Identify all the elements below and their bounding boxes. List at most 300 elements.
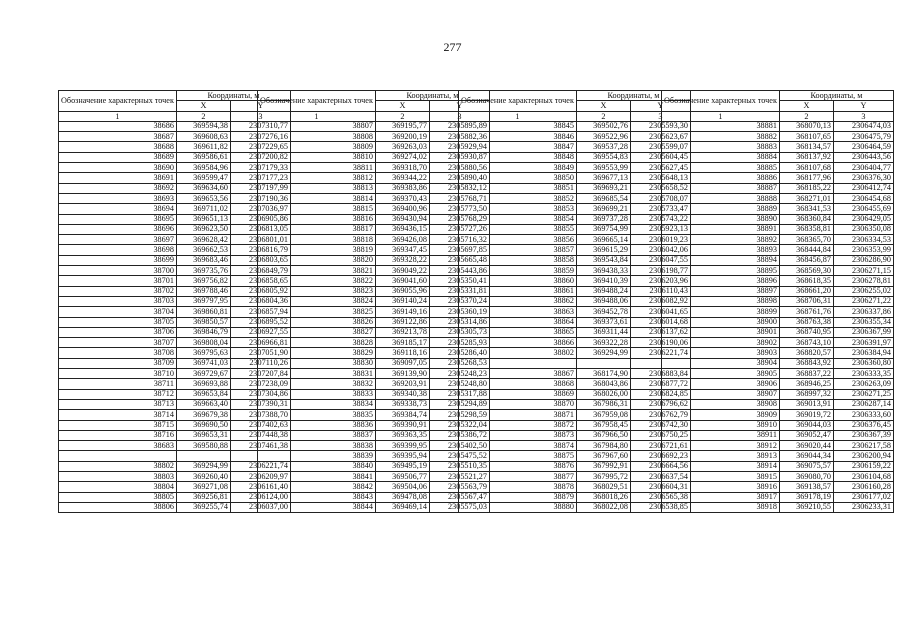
point-id: 38843: [258, 492, 376, 502]
point-id: 38861: [459, 286, 577, 296]
y-value: 2305510,35: [429, 461, 489, 471]
x-value: 369044,03: [779, 420, 833, 430]
y-value: 2305305,73: [429, 327, 489, 337]
x-value: 369452,78: [576, 307, 630, 317]
table-row: [459, 183, 691, 193]
x-value: 369495,19: [375, 461, 429, 471]
x-value: 369052,47: [779, 430, 833, 440]
x-value: 369543,84: [576, 255, 630, 265]
x-value: 368761,76: [779, 307, 833, 317]
y-value: 2306895,52: [230, 317, 290, 327]
x-value: 368177,96: [779, 173, 833, 183]
table-row: [59, 173, 291, 183]
point-id: 38812: [258, 173, 376, 183]
y-value: 2305331,81: [429, 286, 489, 296]
point-id: 38687: [59, 132, 177, 142]
x-value: 369611,82: [176, 142, 230, 152]
column-number: 3: [630, 111, 690, 121]
x-value: 369274,02: [375, 152, 429, 162]
table-row: [459, 451, 691, 461]
y-value: 2306037,00: [230, 502, 290, 512]
x-value: 369256,81: [176, 492, 230, 502]
table-row: [258, 173, 490, 183]
y-value: 2306286,90: [833, 255, 893, 265]
point-id: 38873: [459, 430, 577, 440]
point-id: 38706: [59, 327, 177, 337]
table-row: [59, 389, 291, 399]
y-value: 2306905,86: [230, 214, 290, 224]
point-id: 38900: [662, 317, 780, 327]
table-row: [258, 245, 490, 255]
x-value: 369677,13: [576, 173, 630, 183]
y-header: Y: [630, 101, 690, 111]
table-row: [662, 441, 894, 451]
y-value: 2306161,40: [230, 482, 290, 492]
point-id: 38711: [59, 379, 177, 389]
table-row: [59, 451, 291, 461]
point-id: 38696: [59, 224, 177, 234]
y-value: 2306271,15: [833, 266, 893, 276]
table-row: [59, 152, 291, 162]
y-value: 2306014,68: [630, 317, 690, 327]
point-id: 38877: [459, 471, 577, 481]
table-row: [459, 276, 691, 286]
table-row: [59, 461, 291, 471]
table-row: [59, 193, 291, 203]
table-row: [459, 296, 691, 306]
table-row: [662, 286, 894, 296]
y-value: 2307190,36: [230, 193, 290, 203]
x-value: 369363,35: [375, 430, 429, 440]
point-id: 38901: [662, 327, 780, 337]
designation-header: Обозначение характерных точек: [59, 91, 177, 112]
table-row: [459, 214, 691, 224]
y-value: 2305370,24: [429, 296, 489, 306]
point-id: 38892: [662, 235, 780, 245]
y-value: 2306041,65: [630, 307, 690, 317]
y-value: 2306966,81: [230, 338, 290, 348]
table-row: [662, 379, 894, 389]
y-value: 2306255,02: [833, 286, 893, 296]
table-row: [59, 255, 291, 265]
y-value: 2306271,25: [833, 389, 893, 399]
x-value: 368569,30: [779, 266, 833, 276]
point-id: 38881: [662, 121, 780, 131]
y-value: 2306762,79: [630, 410, 690, 420]
table-row: [459, 358, 691, 368]
table-row: [258, 338, 490, 348]
y-value: 2307390,31: [230, 399, 290, 409]
point-id: 38880: [459, 502, 577, 512]
x-value: 368018,26: [576, 492, 630, 502]
table-row: [59, 214, 291, 224]
table-row: [59, 399, 291, 409]
table-row: [59, 492, 291, 502]
table-row: [258, 482, 490, 492]
y-value: 2306692,23: [630, 451, 690, 461]
y-value: 2306082,92: [630, 296, 690, 306]
y-value: 2307197,99: [230, 183, 290, 193]
x-value: 369271,08: [176, 482, 230, 492]
y-value: 2305658,52: [630, 183, 690, 193]
table-row: [258, 204, 490, 214]
table-row: [258, 214, 490, 224]
table-row: [662, 132, 894, 142]
y-value: 2306858,65: [230, 276, 290, 286]
point-id: 38863: [459, 307, 577, 317]
table-row: [59, 266, 291, 276]
table-row: [258, 121, 490, 131]
y-value: 2306198,77: [630, 266, 690, 276]
x-value: 367966,50: [576, 430, 630, 440]
point-id: 38851: [459, 183, 577, 193]
x-value: 368134,57: [779, 142, 833, 152]
x-value: 368820,57: [779, 348, 833, 358]
x-value: 369665,14: [576, 235, 630, 245]
point-id: 38844: [258, 502, 376, 512]
point-id: 38803: [59, 471, 177, 481]
x-value: 369860,81: [176, 307, 230, 317]
table-row: [258, 183, 490, 193]
y-value: 2306927,55: [230, 327, 290, 337]
table-row: [258, 317, 490, 327]
table-row: [258, 193, 490, 203]
x-value: 368026,00: [576, 389, 630, 399]
point-id: 38699: [59, 255, 177, 265]
point-id: 38705: [59, 317, 177, 327]
column-number: 1: [459, 111, 577, 121]
x-value: 368174,90: [576, 369, 630, 379]
point-id: 38888: [662, 193, 780, 203]
y-value: 2307229,65: [230, 142, 290, 152]
x-value: 369850,57: [176, 317, 230, 327]
x-value: 369653,56: [176, 193, 230, 203]
x-value: 368997,32: [779, 389, 833, 399]
y-value: 2306412,74: [833, 183, 893, 193]
x-value: 367992,91: [576, 461, 630, 471]
x-value: 369756,82: [176, 276, 230, 286]
table-row: [59, 245, 291, 255]
y-value: 2306355,34: [833, 317, 893, 327]
table-row: [59, 286, 291, 296]
point-id: 38802: [459, 348, 577, 358]
table-row: [258, 358, 490, 368]
header-row: [459, 91, 691, 101]
point-id: 38814: [258, 193, 376, 203]
table-row: [662, 255, 894, 265]
x-value: 369328,22: [375, 255, 429, 265]
point-id: 38870: [459, 399, 577, 409]
table-row: [662, 327, 894, 337]
x-value: 368444,84: [779, 245, 833, 255]
y-value: 2307036,97: [230, 204, 290, 214]
point-id: 38821: [258, 266, 376, 276]
point-id: 38694: [59, 204, 177, 214]
y-value: 2306849,79: [230, 266, 290, 276]
point-id: 38823: [258, 286, 376, 296]
point-id: 38912: [662, 441, 780, 451]
column-number: 1: [59, 111, 177, 121]
y-value: 2306333,60: [833, 410, 893, 420]
x-value: 369140,24: [375, 296, 429, 306]
x-value: 369797,95: [176, 296, 230, 306]
point-id: 38816: [258, 214, 376, 224]
table-row: [258, 152, 490, 162]
point-id: 38701: [59, 276, 177, 286]
y-value: 2305563,79: [429, 482, 489, 492]
y-value: 2306160,28: [833, 482, 893, 492]
point-id: 38820: [258, 255, 376, 265]
y-value: 2306464,59: [833, 142, 893, 152]
point-id: 38825: [258, 307, 376, 317]
point-id: 38898: [662, 296, 780, 306]
y-value: 2307110,26: [230, 358, 290, 368]
table-row: [59, 307, 291, 317]
y-value: 2305317,88: [429, 389, 489, 399]
table-row: [662, 358, 894, 368]
point-id: 38824: [258, 296, 376, 306]
table-row: [459, 286, 691, 296]
x-value: 369080,70: [779, 471, 833, 481]
x-value: 369662,53: [176, 245, 230, 255]
y-value: 2305360,19: [429, 307, 489, 317]
x-value: 369294,99: [576, 348, 630, 358]
x-value: 369469,14: [375, 502, 429, 512]
x-value: 368365,70: [779, 235, 833, 245]
x-value: 369383,86: [375, 183, 429, 193]
coordinates-header: Координаты, м: [576, 91, 690, 101]
y-value: 2306455,69: [833, 204, 893, 214]
y-value: 2305268,53: [429, 358, 489, 368]
table-row: [459, 307, 691, 317]
table-row: [662, 266, 894, 276]
table-row: [459, 492, 691, 502]
point-id: 38918: [662, 502, 780, 512]
table-row: [258, 255, 490, 265]
x-value: [576, 358, 630, 368]
x-value: 369711,02: [176, 204, 230, 214]
point-id: 38894: [662, 255, 780, 265]
point-id: 38849: [459, 163, 577, 173]
x-value: [176, 451, 230, 461]
point-id: 38827: [258, 327, 376, 337]
x-value: 368271,01: [779, 193, 833, 203]
y-value: 2307207,84: [230, 369, 290, 379]
point-id: 38883: [662, 142, 780, 152]
y-value: 2305627,45: [630, 163, 690, 173]
x-value: 369347,45: [375, 245, 429, 255]
y-value: 2305882,36: [429, 132, 489, 142]
table-row: [459, 348, 691, 358]
y-value: 2306857,94: [230, 307, 290, 317]
coordinates-table-1: [58, 90, 291, 513]
table-row: [258, 461, 490, 471]
table-row: [59, 369, 291, 379]
x-value: 369436,15: [375, 224, 429, 234]
y-value: 2306333,35: [833, 369, 893, 379]
x-value: 369294,99: [176, 461, 230, 471]
table-row: [59, 327, 291, 337]
table-row: [258, 389, 490, 399]
x-value: 369019,72: [779, 410, 833, 420]
y-value: 2306801,01: [230, 235, 290, 245]
y-value: 2306376,30: [833, 173, 893, 183]
x-value: 369200,19: [375, 132, 429, 142]
table-row: [59, 317, 291, 327]
y-value: 2306019,23: [630, 235, 690, 245]
x-value: 368185,22: [779, 183, 833, 193]
y-value: 2306721,61: [630, 441, 690, 451]
x-value: 369522,96: [576, 132, 630, 142]
x-value: 367986,31: [576, 399, 630, 409]
x-value: 369488,24: [576, 286, 630, 296]
y-value: 2306367,99: [833, 327, 893, 337]
point-id: 38690: [59, 163, 177, 173]
table-row: [662, 235, 894, 245]
point-id: 38899: [662, 307, 780, 317]
x-value: 369679,38: [176, 410, 230, 420]
column-number-row: [459, 111, 691, 121]
point-id: 38916: [662, 482, 780, 492]
y-value: 2305890,40: [429, 173, 489, 183]
x-value: 368837,22: [779, 369, 833, 379]
point-id: 38833: [258, 389, 376, 399]
table-row: [59, 338, 291, 348]
point-id: 38905: [662, 369, 780, 379]
point-id: 38691: [59, 173, 177, 183]
x-value: 369586,61: [176, 152, 230, 162]
y-value: 2306137,62: [630, 327, 690, 337]
point-id: 38860: [459, 276, 577, 286]
y-value: 2307179,33: [230, 163, 290, 173]
x-value: 369846,79: [176, 327, 230, 337]
point-id: 38915: [662, 471, 780, 481]
point-id: 38804: [59, 482, 177, 492]
table-row: [258, 420, 490, 430]
y-value: 2305923,13: [630, 224, 690, 234]
point-id: 38834: [258, 399, 376, 409]
x-value: 369504,06: [375, 482, 429, 492]
table-row: [258, 276, 490, 286]
point-id: 38698: [59, 245, 177, 255]
y-value: 2306404,77: [833, 163, 893, 173]
y-value: 2307238,09: [230, 379, 290, 389]
column-number: 3: [230, 111, 290, 121]
point-id: 38903: [662, 348, 780, 358]
x-value: 369623,50: [176, 224, 230, 234]
table-row: [459, 163, 691, 173]
y-value: 2306742,30: [630, 420, 690, 430]
y-value: 2305768,71: [429, 193, 489, 203]
y-value: 2306475,79: [833, 132, 893, 142]
table-row: [459, 471, 691, 481]
column-number-row: [258, 111, 490, 121]
y-value: 2306824,85: [630, 389, 690, 399]
point-id: 38805: [59, 492, 177, 502]
x-value: 369663,40: [176, 399, 230, 409]
point-id: 38688: [59, 142, 177, 152]
x-value: 369506,77: [375, 471, 429, 481]
y-value: 2307448,38: [230, 430, 290, 440]
point-id: 38831: [258, 369, 376, 379]
table-row: [258, 502, 490, 512]
table-row: [59, 132, 291, 142]
point-id: 38808: [258, 132, 376, 142]
x-value: 368107,65: [779, 132, 833, 142]
table-row: [662, 317, 894, 327]
point-id: 38855: [459, 224, 577, 234]
y-value: 2306334,53: [833, 235, 893, 245]
point-id: 38826: [258, 317, 376, 327]
point-id: 38809: [258, 142, 376, 152]
y-value: 2305521,27: [429, 471, 489, 481]
x-value: 368341,53: [779, 204, 833, 214]
x-header: X: [375, 101, 429, 111]
table-row: [662, 173, 894, 183]
table-row: [459, 121, 691, 131]
y-value: 2306209,97: [230, 471, 290, 481]
x-value: 367984,80: [576, 441, 630, 451]
table-row: [59, 379, 291, 389]
table-row: [459, 430, 691, 440]
table-row: [459, 369, 691, 379]
y-value: 2305665,48: [429, 255, 489, 265]
table-row: [59, 224, 291, 234]
point-id: 38835: [258, 410, 376, 420]
x-value: 369210,55: [779, 502, 833, 512]
table-row: [662, 348, 894, 358]
table-row: [459, 482, 691, 492]
table-row: [662, 492, 894, 502]
table-row: [662, 152, 894, 162]
y-value: 2306664,56: [630, 461, 690, 471]
y-value: 2306104,68: [833, 471, 893, 481]
x-value: 368360,84: [779, 214, 833, 224]
y-value: 2306384,94: [833, 348, 893, 358]
x-header: X: [576, 101, 630, 111]
table-row: [662, 296, 894, 306]
point-id: 38839: [258, 451, 376, 461]
x-value: 369594,38: [176, 121, 230, 131]
y-value: 2305599,07: [630, 142, 690, 152]
point-id: 38864: [459, 317, 577, 327]
x-value: 369138,57: [779, 482, 833, 492]
point-id: 38876: [459, 461, 577, 471]
x-value: 369478,08: [375, 492, 429, 502]
point-id: 38859: [459, 266, 577, 276]
y-value: 2306816,79: [230, 245, 290, 255]
point-id: 38828: [258, 338, 376, 348]
point-id: 38868: [459, 379, 577, 389]
x-value: 369260,40: [176, 471, 230, 481]
table-row: [258, 369, 490, 379]
table-row: [662, 245, 894, 255]
table-row: [459, 152, 691, 162]
table-row: [258, 399, 490, 409]
table-row: [662, 389, 894, 399]
y-value: 2305286,40: [429, 348, 489, 358]
table-row: [59, 471, 291, 481]
x-value: 369213,78: [375, 327, 429, 337]
y-value: 2306200,94: [833, 451, 893, 461]
point-id: 38867: [459, 369, 577, 379]
table-row: [662, 121, 894, 131]
table-row: [59, 142, 291, 152]
point-id: 38807: [258, 121, 376, 131]
y-value: 2307051,90: [230, 348, 290, 358]
y-value: 2306376,45: [833, 420, 893, 430]
y-value: 2306429,05: [833, 214, 893, 224]
